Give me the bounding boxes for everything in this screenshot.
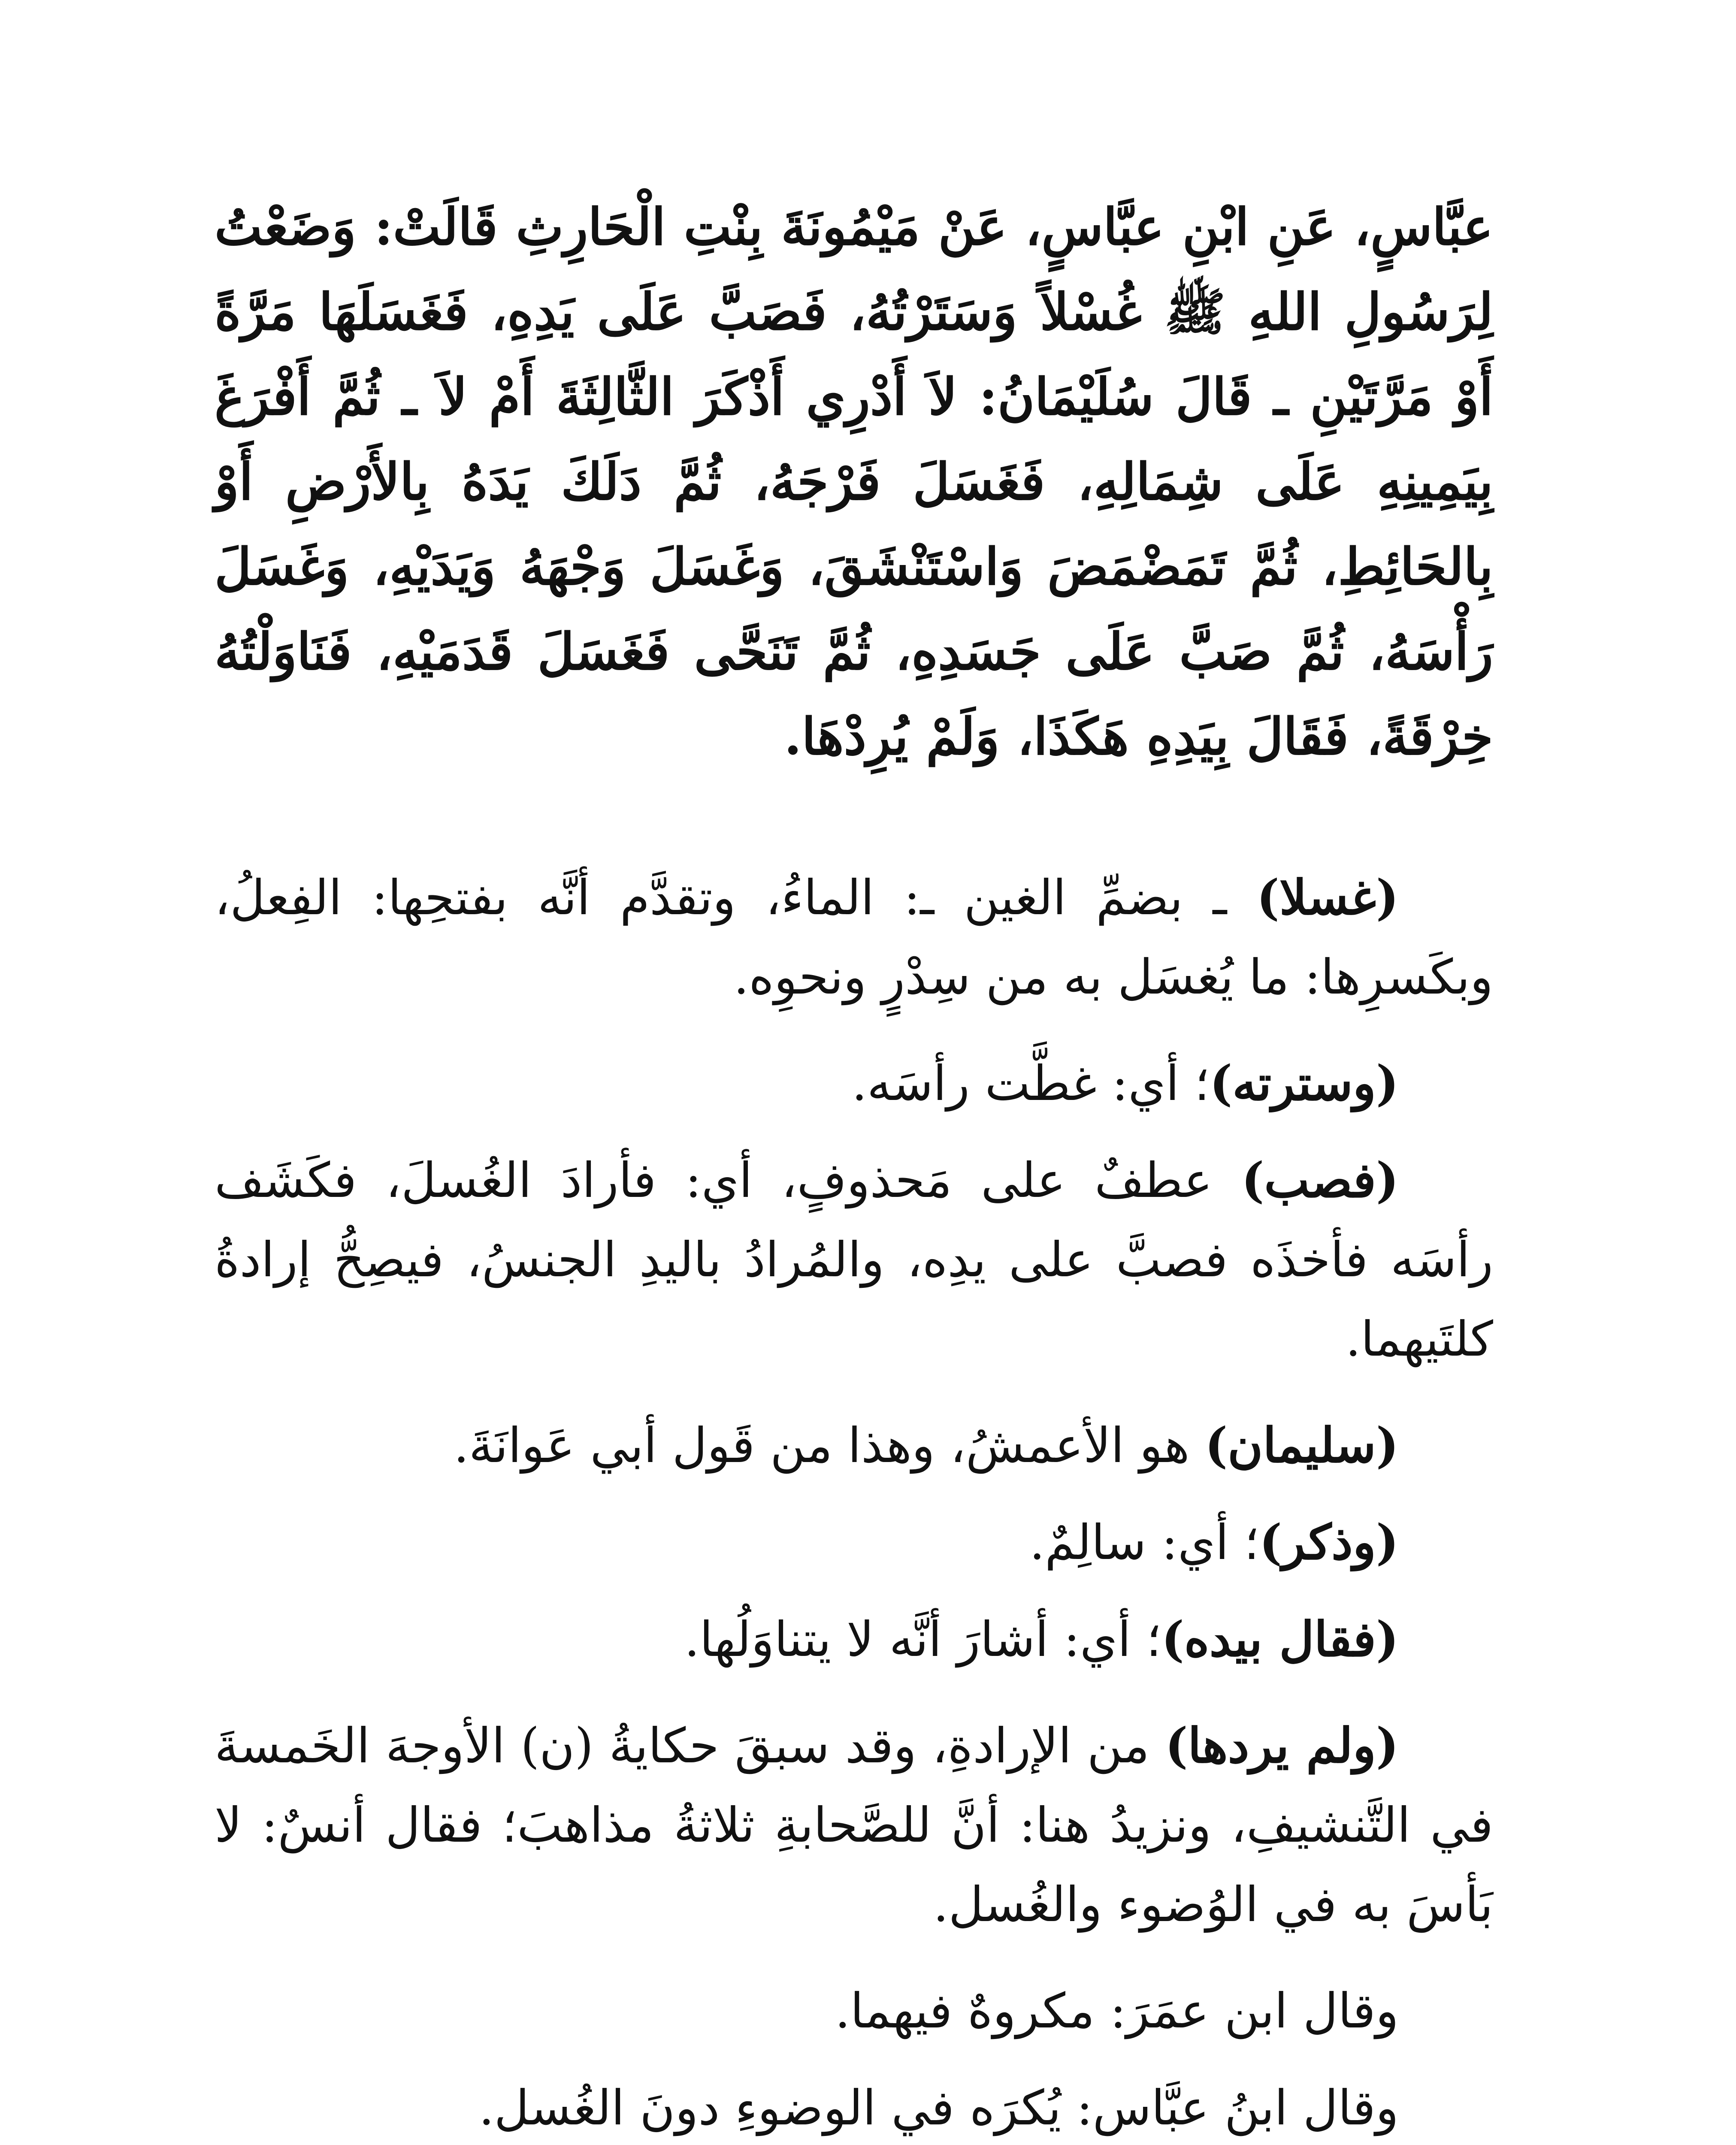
commentary-text: هو الأعمشُ، وهذا من قَول أبي عَوانَةَ. [454,1418,1205,1474]
commentary-term: (ولم يردها) [1165,1718,1399,1774]
commentary-section [215,858,1493,2145]
commentary-term: (وذكر) [1259,1514,1399,1571]
commentary-paragraph [215,1044,1493,1124]
commentary-text: ؛ أي: أشارَ أنَّه لا يتناوَلُها. [684,1612,1161,1668]
commentary-text: من الإرادةِ، وقد سبقَ حكايةُ (ن) الأوجهَ الخَمسةَ في التَّنشيفِ، ونزيدُ هنا: أنَّ للصَّحابةِ ثلاثةُ مذاهبَ؛ فقال أنسٌ: لا بَأسَ به في الوُضوء والغُسل. [215,1718,1493,1933]
commentary-text: عطفٌ على مَحذوفٍ، أي: فأرادَ الغُسلَ، فكَشَف رأسَه فأخذَه فصبَّ على يدِه، والمُرادُ باليدِ الجنسُ، فيصِحُّ إرادةُ كلتَيهما. [215,1153,1493,1367]
commentary-paragraph [215,1600,1493,1680]
commentary-term: (غسلا) [1256,870,1399,926]
commentary-text: وقال ابنُ عبَّاس: يُكرَه في الوضوءِ دونَ الغُسل. [478,2080,1399,2136]
commentary-term: (فصب) [1241,1152,1399,1208]
commentary-paragraph [215,1706,1493,1945]
commentary-paragraph [215,2068,1493,2145]
commentary-paragraph [215,1971,1493,2051]
commentary-term: (فقال بيده) [1161,1611,1399,1668]
commentary-paragraph [215,1503,1493,1583]
commentary-paragraph [215,1406,1493,1486]
commentary-term: (وسترته) [1210,1055,1399,1112]
hadith-text: عبَّاسٍ، عَنِ ابْنِ عبَّاسٍ، عَنْ مَيْمُونَةَ بِنْتِ الْحَارِثِ قَالَتْ: وَضَعْتُ لِرَسُولِ اللهِ ﷺ غُسْلاً وَسَتَرْتُهُ، فَصَبَّ عَلَى يَدِهِ، فَغَسَلَهَا مَرَّةً أَوْ مَرَّتَيْنِ ـ قَالَ سُلَيْمَانُ: لاَ أَدْرِي أَذْكَرَ الثَّالِثَةَ أَمْ لاَ ـ ثُمَّ أَفْرَغَ بِيَمِينِهِ عَلَى شِمَالِهِ، فَغَسَلَ فَرْجَهُ، ثُمَّ دَلَكَ يَدَهُ بِالأَرْضِ أَوْ بِالحَائِطِ، ثُمَّ تَمَضْمَضَ وَاسْتَنْشَقَ، وَغَسَلَ وَجْهَهُ وَيَدَيْهِ، وَغَسَلَ رَأْسَهُ، ثُمَّ صَبَّ عَلَى جَسَدِهِ، ثُمَّ تَنَحَّى فَغَسَلَ قَدَمَيْهِ، فَنَاوَلْتُهُ خِرْقَةً، فَقَالَ بِيَدِهِ هَكَذَا، وَلَمْ يُرِدْهَا. [215,197,1493,766]
commentary-paragraph [215,1141,1493,1379]
commentary-paragraph [215,858,1493,1017]
commentary-term: (سليمان) [1205,1417,1399,1474]
commentary-text: وقال ابن عمَرَ: مكروهٌ فيهما. [835,1983,1399,2039]
commentary-text: ؛ أي: غطَّت رأسَه. [852,1056,1210,1112]
commentary-text: ـ بضمِّ الغين ـ: الماءُ، وتقدَّم أنَّه بفتحِها: الفِعلُ، وبكَسرِها: ما يُغسَل به من سِدْرٍ ونحوِه. [215,870,1493,1005]
commentary-text: ؛ أي: سالِمٌ. [1029,1515,1259,1571]
